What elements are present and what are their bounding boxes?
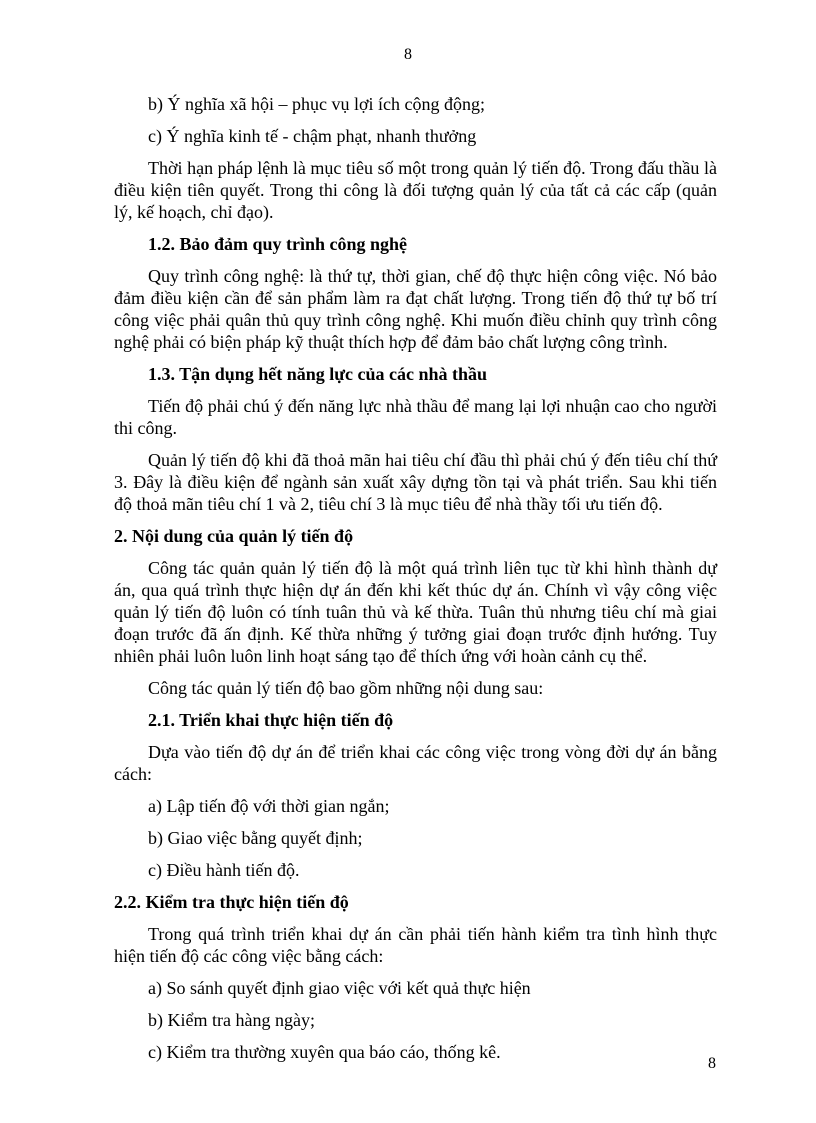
paragraph: Quản lý tiến độ khi đã thoả mãn hai tiêu chí đầu thì phải chú ý đến tiêu chí thứ 3. Đây là điều kiện để ngành sản xuất xây dựng tồn tại và phát triển. Sau khi tiến độ thoả mãn tiêu chí 1 và 2, tiêu chí 3 là mục tiêu để nhà thầy tối ưu tiến độ. (114, 450, 717, 514)
paragraph: Công tác quản quản lý tiến độ là một quá trình liên tục từ khi hình thành dự án, qua quá trình thực hiện dự án đến khi kết thúc dự án. Chính vì vậy công việc quản lý tiến độ luôn có tính tuân thủ và kế thừa. Tuân thủ nhưng tiêu chí mà giai đoạn trước đã ấn định. Kế thừa những ý tưởng giai đoạn trước định hướng. Tuy nhiên phải luôn luôn linh hoạt sáng tạo để thích ứng với hoàn cảnh cụ thể. (114, 558, 717, 666)
paragraph: Tiến độ phải chú ý đến năng lực nhà thầu để mang lại lợi nhuận cao cho người thi công. (114, 396, 717, 438)
page-number-top: 8 (404, 46, 412, 63)
paragraph: Thời hạn pháp lệnh là mục tiêu số một trong quản lý tiến độ. Trong đấu thầu là điều kiện tiên quyết. Trong thi công là đối tượng quản lý của tất cả các cấp (quản lý, kế hoạch, chỉ đạo). (114, 158, 717, 222)
paragraph: Dựa vào tiến độ dự án để triển khai các công việc trong vòng đời dự án bằng cách: (114, 742, 717, 784)
list-item: c) Ý nghĩa kinh tế - chậm phạt, nhanh thưởng (148, 126, 477, 146)
section-heading-1-3: 1.3. Tận dụng hết năng lực của các nhà thầu (148, 364, 488, 384)
page-number-bottom: 8 (708, 1055, 716, 1072)
section-heading-1-2: 1.2. Bảo đảm quy trình công nghệ (148, 234, 408, 254)
list-item: c) Kiểm tra thường xuyên qua báo cáo, thống kê. (148, 1042, 501, 1062)
document-body (114, 93, 717, 1073)
section-heading-2: 2. Nội dung của quản lý tiến độ (114, 526, 354, 546)
list-item: b) Ý nghĩa xã hội – phục vụ lợi ích cộng động; (148, 94, 485, 114)
list-item: a) So sánh quyết định giao việc với kết quả thực hiện (148, 978, 531, 998)
list-item: b) Giao việc bằng quyết định; (148, 828, 363, 848)
list-item: b) Kiểm tra hàng ngày; (148, 1010, 315, 1030)
paragraph: Trong quá trình triển khai dự án cần phải tiến hành kiểm tra tình hình thực hiện tiến độ các công việc bằng cách: (114, 924, 717, 966)
list-item: c) Điều hành tiến độ. (148, 860, 300, 880)
section-heading-2-1: 2.1. Triển khai thực hiện tiến độ (148, 710, 394, 730)
paragraph: Quy trình công nghệ: là thứ tự, thời gian, chế độ thực hiện công việc. Nó bảo đảm điều kiện cần để sản phẩm làm ra đạt chất lượng. Trong tiến độ thứ tự bố trí công việc phải quân thủ quy trình công nghệ. Khi muốn điều chỉnh quy trình công nghệ phải có biện pháp kỹ thuật thích hợp để đảm bảo chất lượng công trình. (114, 266, 717, 352)
paragraph: Công tác quản lý tiến độ bao gồm những nội dung sau: (148, 678, 544, 698)
list-item: a) Lập tiến độ với thời gian ngắn; (148, 796, 390, 816)
section-heading-2-2: 2.2. Kiểm tra thực hiện tiến độ (114, 892, 349, 912)
